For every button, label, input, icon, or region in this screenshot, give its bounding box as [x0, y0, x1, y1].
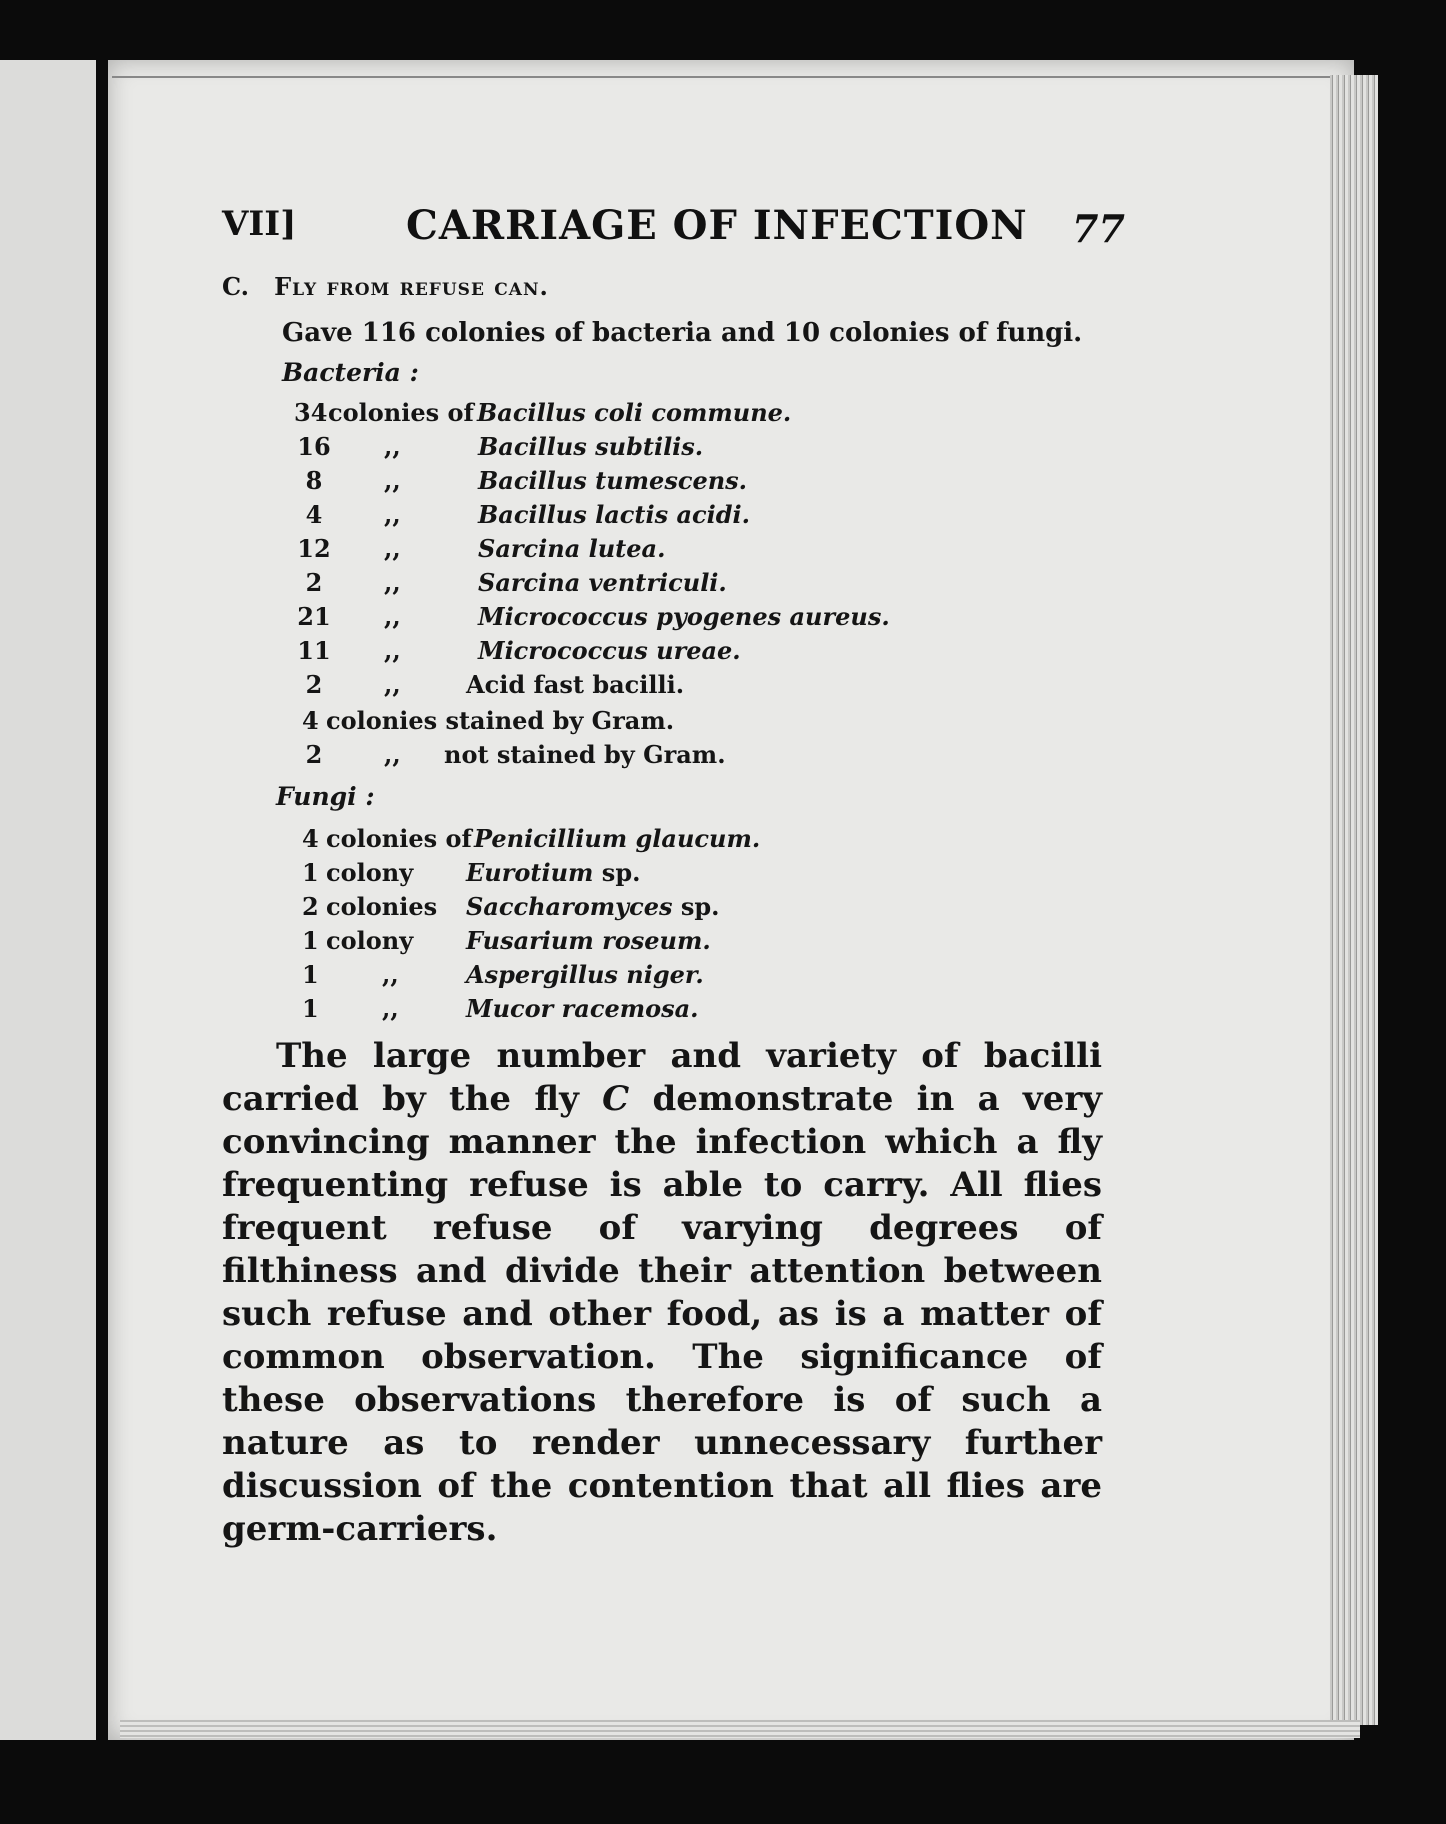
- ditto-mark: ,,: [384, 534, 401, 563]
- organism-suffix: sp.: [672, 892, 720, 921]
- organism-genus: Mucor racemosa.: [466, 994, 699, 1023]
- organism-name: Sarcina lutea.: [478, 534, 666, 563]
- organism-name: Bacillus lactis acidi.: [478, 500, 751, 529]
- colony-count: 4: [305, 500, 323, 529]
- colony-count: 11: [297, 636, 331, 665]
- running-title: CARRIAGE OF INFECTION: [406, 202, 1028, 249]
- colony-unit: colonies of: [326, 824, 472, 853]
- bacteria-label: Bacteria :: [282, 358, 419, 387]
- nongram-row: [294, 740, 1094, 774]
- organism-genus: Fusarium roseum.: [466, 926, 711, 955]
- organism-name: [466, 926, 711, 955]
- ditto-mark: ,,: [384, 636, 401, 665]
- page-top-edge: [112, 76, 1334, 78]
- colony-count: 16: [297, 432, 331, 461]
- page-stack-right-edge: [1330, 75, 1378, 1725]
- fungi-row: [302, 824, 1102, 858]
- section-heading: [222, 272, 549, 301]
- fungi-row: [302, 926, 1102, 960]
- colony-count: 1: [302, 960, 319, 989]
- ditto-mark: ,,: [384, 602, 401, 631]
- fly-label: C: [602, 1079, 630, 1119]
- facing-page-edge: [0, 60, 96, 1740]
- colony-count: 12: [297, 534, 331, 563]
- bacteria-row: [294, 636, 1094, 670]
- colony-unit: colony: [326, 858, 414, 887]
- organism-name: [466, 892, 720, 921]
- colony-unit: ,,: [382, 994, 399, 1023]
- fungi-row: [302, 960, 1102, 994]
- colony-unit: colonies: [326, 892, 438, 921]
- organism-genus: Saccharomyces: [466, 892, 673, 921]
- bacteria-row: [294, 500, 1094, 534]
- ditto-mark: ,,: [384, 500, 401, 529]
- colony-count: 2: [305, 670, 323, 699]
- bacteria-row: [294, 432, 1094, 466]
- colony-count: 21: [297, 602, 331, 631]
- colony-count: 34: [294, 398, 328, 427]
- colony-unit: colony: [326, 926, 414, 955]
- colony-count: 1: [302, 858, 319, 887]
- organism-suffix: sp.: [593, 858, 641, 887]
- bacteria-row: [294, 670, 1094, 704]
- fungi-row: [302, 994, 1102, 1028]
- ditto-mark: ,,: [384, 466, 401, 495]
- ditto-mark: ,,: [384, 568, 401, 597]
- colony-count: 4: [302, 706, 319, 735]
- colony-unit: ,,: [382, 960, 399, 989]
- bacteria-row: [294, 568, 1094, 602]
- organism-name: [466, 994, 699, 1023]
- bacteria-row: [294, 398, 1094, 432]
- organism-name: [466, 960, 704, 989]
- colony-count: 2: [302, 892, 319, 921]
- organism-genus: Aspergillus niger.: [466, 960, 704, 989]
- paragraph-text-end: demonstrate in a very convincing manner the infection which a fly frequenting refuse is able to carry. All flies frequent refuse of varying degrees of filthiness and divide their attention between such refuse and other food, as is a matter of common observation. The significance of these observations therefore is of such a nature as to render unnecessary further discussion of the contention that all flies are germ-carriers.: [222, 1079, 1102, 1549]
- gram-text: colonies stained by Gram.: [326, 706, 675, 735]
- ditto-mark: ,,: [384, 432, 401, 461]
- organism-name: Acid fast bacilli.: [466, 670, 685, 699]
- section-title: Fly from refuse can.: [274, 272, 549, 301]
- organism-name: Sarcina ventriculi.: [478, 568, 727, 597]
- organism-genus: Eurotium: [466, 858, 594, 887]
- bacteria-row: [294, 602, 1094, 636]
- bacteria-row: [294, 534, 1094, 568]
- colony-summary: Gave 116 colonies of bacteria and 10 colonies of fungi.: [282, 318, 1083, 348]
- organism-name: Micrococcus ureae.: [478, 636, 741, 665]
- organism-name: Bacillus subtilis.: [478, 432, 704, 461]
- fungi-row: [302, 858, 1102, 892]
- page-number: 77: [1072, 206, 1125, 251]
- colony-count: 1: [302, 994, 319, 1023]
- colony-count: 2: [305, 740, 323, 769]
- paragraph-text-start: The large number and variety of bacilli carried by the fly: [222, 1036, 1102, 1119]
- fungi-label: Fungi :: [276, 782, 375, 811]
- ditto-mark: ,,: [384, 670, 401, 699]
- page-stack-bottom-edge: [120, 1720, 1360, 1738]
- organism-name: Micrococcus pyogenes aureus.: [478, 602, 890, 631]
- body-paragraph: [222, 1035, 1102, 1551]
- organism-name: [466, 858, 640, 887]
- colony-count: 2: [305, 568, 323, 597]
- colony-count: 8: [305, 466, 323, 495]
- organism-name: Penicillium glaucum.: [474, 824, 761, 853]
- colony-count: 1: [302, 926, 319, 955]
- gram-text: not stained by Gram.: [444, 740, 726, 769]
- bacteria-row: [294, 466, 1094, 500]
- organism-name: Bacillus tumescens.: [478, 466, 748, 495]
- colony-count: 4: [302, 824, 319, 853]
- section-letter: C.: [222, 272, 250, 301]
- fungi-row: [302, 892, 1102, 926]
- running-header: [222, 196, 1125, 256]
- gram-row: [302, 706, 1102, 740]
- colony-unit: colonies of: [328, 398, 474, 427]
- chapter-number: VII]: [222, 204, 297, 244]
- organism-name: Bacillus coli commune.: [477, 398, 792, 427]
- ditto-mark: ,,: [384, 740, 401, 769]
